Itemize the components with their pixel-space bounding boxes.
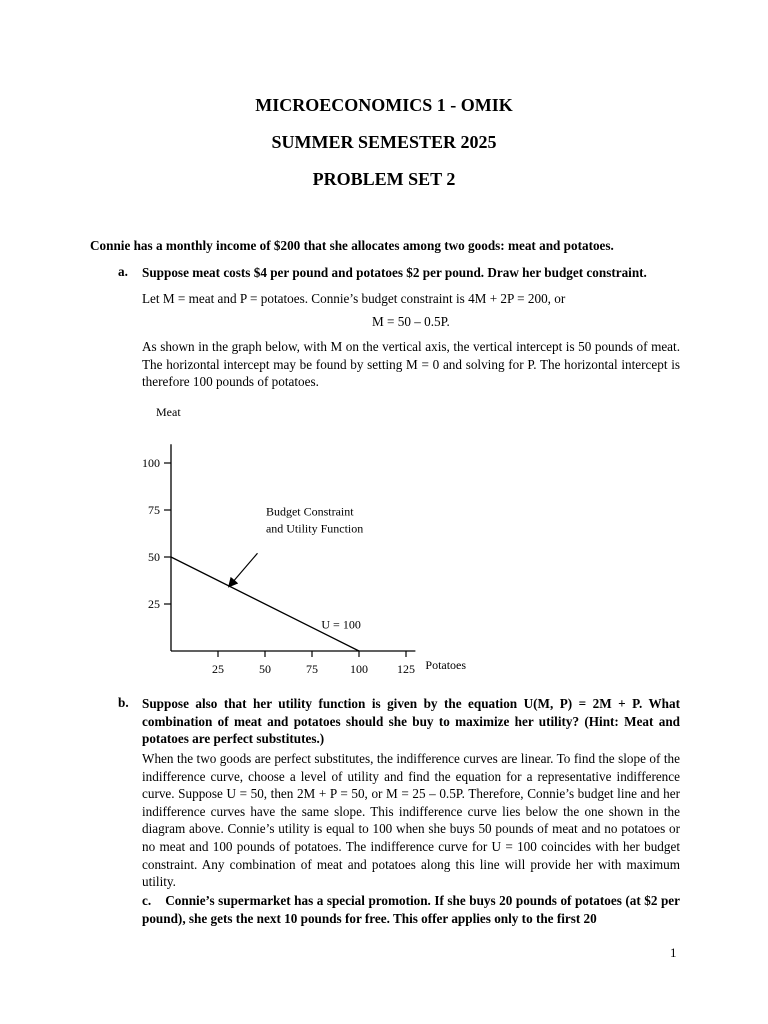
x-tick-label: 25 — [212, 662, 224, 676]
annotation-arrow — [229, 553, 257, 586]
page-number: 1 — [670, 945, 677, 960]
part-a-answer-paragraph: As shown in the graph below, with M on the vertical axis, the vertical intercept is 50 pounds of meat. The horizontal intercept may be found by setting M = 0 and solving for P. The horizontal intercept is therefore 100 pounds of potatoes. — [142, 339, 680, 390]
x-tick-label: 75 — [306, 662, 318, 676]
series-group — [171, 557, 359, 651]
part-c-question — [142, 892, 680, 927]
y-tick-label: 100 — [142, 456, 160, 470]
x-axis-label: Potatoes — [425, 658, 467, 672]
y-axis-label: Meat — [156, 405, 181, 419]
x-ticks — [212, 651, 415, 676]
y-ticks — [142, 456, 171, 611]
part-c-label: c. — [142, 893, 152, 908]
budget-constraint-chart — [120, 400, 490, 685]
part-b-answer: When the two goods are perfect substitutes, the indifference curves are linear. To find the slope of the indifference curve, choose a level of utility and find the equation for a representative indifference curve. Suppose U = 50, then 2M + P = 50, or M = 25 – 0.5P. Therefore, Connie’s budget line and her indifference curves have the same slope. This indifference curve lies below the one shown in the diagram above. Connie’s utility is equal to 100 when she buys 50 pounds of meat and no potatoes or no meat and 100 pounds of potatoes. The indifference curve for U = 100 coincides with her budget constraint. Any combination of meat and potatoes along this line will provide her with maximum utility. — [142, 751, 680, 890]
x-tick-label: 100 — [350, 662, 368, 676]
part-b-question: Suppose also that her utility function is given by the equation U(M, P) = 2M + P. What combination of meat and potatoes should she buy to maximize her utility? (Hint: Meat and potatoes are perfect substitutes.) — [142, 696, 680, 746]
part-a-question: Suppose meat costs $4 per pound and potatoes $2 per pound. Draw her budget constraint. — [142, 265, 647, 280]
budget-line — [171, 557, 359, 651]
x-tick-label: 50 — [259, 662, 271, 676]
part-a-answer-line: Let M = meat and P = potatoes. Connie’s budget constraint is 4M + 2P = 200, or — [142, 291, 566, 306]
part-c-text: Connie’s supermarket has a special promotion. If she buys 20 pounds of potatoes (at $2 per pound), she gets the next 10 pounds for free. This offer applies only to the first 20 — [142, 893, 681, 926]
x-tick-label: 125 — [397, 662, 415, 676]
y-tick-label: 50 — [148, 550, 160, 564]
problem-intro: Connie has a monthly income of $200 that she allocates among two goods: meat and potatoes. — [90, 238, 614, 253]
annotation-label-line2: and Utility Function — [265, 521, 364, 536]
problem-set-title: PROBLEM SET 2 — [312, 169, 456, 189]
utility-curve-label: U = 100 — [321, 617, 361, 632]
y-tick-label: 25 — [148, 597, 160, 611]
part-b-label: b. — [118, 695, 129, 710]
annotation-label-line1: Budget Constraint — [265, 504, 354, 519]
semester-title: SUMMER SEMESTER 2025 — [271, 132, 497, 152]
part-a-label: a. — [118, 264, 128, 279]
course-title: MICROECONOMICS 1 - OMIK — [255, 95, 513, 115]
part-a-equation: M = 50 – 0.5P. — [372, 314, 450, 329]
y-tick-label: 75 — [148, 503, 160, 517]
